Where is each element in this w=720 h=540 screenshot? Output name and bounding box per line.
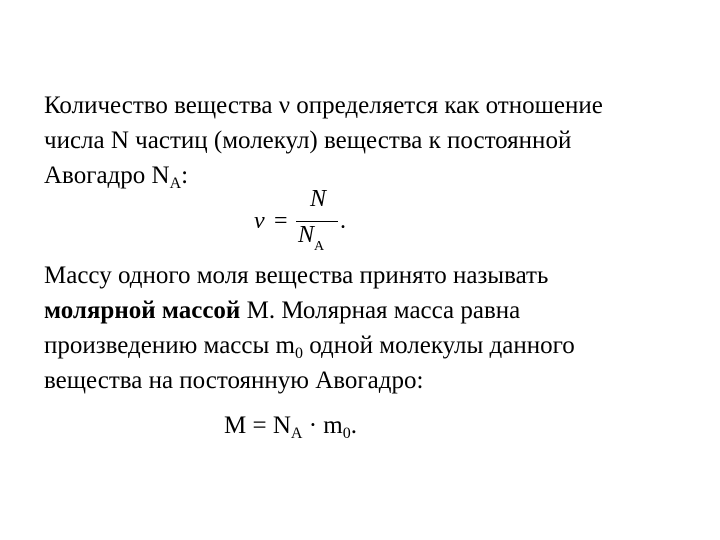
formula-period: .: [340, 208, 346, 234]
molar-line-2: [44, 293, 575, 328]
molar-line-2-tail: M. Молярная масса равна: [240, 297, 521, 324]
molar-line-4: вещества на постоянную Авогадро:: [44, 367, 424, 394]
molar-line-3-head: произведению массы m: [44, 332, 295, 359]
molar-line-3: [44, 328, 575, 363]
formula2-mid: · m: [302, 412, 343, 439]
molar-mass-formula: [224, 408, 357, 443]
colon: :: [181, 162, 189, 189]
formula-nu: ν: [254, 208, 265, 234]
intro-line-2: числа N частиц (молекул) вещества к постоянной: [44, 127, 572, 154]
m0-subscript: 0: [295, 345, 303, 362]
molar-line-3-tail: одной молекулы данного: [303, 332, 575, 359]
amount-of-substance-formula: [254, 186, 374, 256]
molar-mass-paragraph: [44, 258, 575, 398]
intro-paragraph: [44, 88, 603, 193]
denominator-n: N: [298, 222, 315, 248]
molar-line-1: Массу одного моля вещества принято называть: [44, 262, 549, 289]
formula2-subscript-a: A: [290, 425, 303, 442]
formula-denominator: [298, 222, 325, 254]
denominator-subscript: A: [314, 239, 325, 254]
molar-mass-term: молярной массой: [44, 297, 241, 324]
avogadro-subscript: A: [169, 175, 182, 192]
formula2-period: .: [350, 412, 357, 439]
intro-line-1: Количество вещества ν определяется как отношение: [44, 92, 603, 119]
avogadro-text: Авогадро N: [44, 162, 170, 189]
formula-equals: =: [274, 208, 288, 234]
formula2-subscript-0: 0: [342, 425, 351, 442]
formula2-lhs: M = N: [224, 412, 291, 439]
formula-numerator: N: [309, 186, 326, 212]
